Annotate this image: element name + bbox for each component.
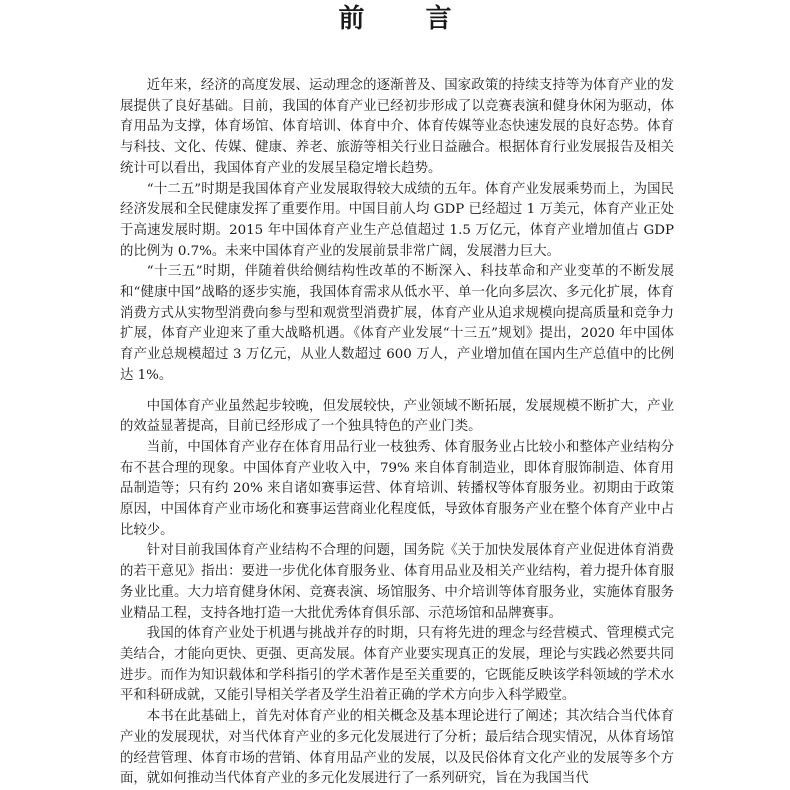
preface-body	[120, 76, 674, 790]
paragraph: 中国体育产业虽然起步较晚，但发展较快，产业领域不断拓展，发展规模不断扩大，产业的效益显著提高，目前已经形成了一个独具特色的产业门类。	[120, 398, 674, 435]
paragraph: 本书在此基础上，首先对体育产业的相关概念及基本理论进行了阐述；其次结合当代体育产业的发展现状，对当代体育产业的多元化发展进行了分析；最后结合现实情况，从体育场馆的经营管理、体育市场的营销、体育用品产业的发展，以及民俗体育文化产业的发展等多个方面，就如何推动当代体育产业的多元化发展进行了一系列研究，旨在为我国当代	[120, 709, 674, 787]
page-title: 前 言	[338, 4, 478, 34]
paragraph: 近年来，经济的高度发展、运动理念的逐渐普及、国家政策的持续支持等为体育产业的发展提供了良好基础。目前，我国的体育产业已经初步形成了以竞赛表演和健身休闲为驱动，体育用品为支撑，体育场馆、体育培训、体育中介、体育传媒等业态快速发展的良好态势。体育与科技、文化、传媒、健康、养老、旅游等相关行业日益融合。根据体育行业发展报告及相关统计可以看出，我国体育产业的发展呈稳定增长趋势。	[120, 78, 674, 176]
paragraph: “十二五”时期是我国体育产业发展取得较大成绩的五年。体育产业发展乘势而上，为国民经济发展和全民健康发挥了重要作用。中国目前人均 GDP 已经超过 1 万美元，体育产业正处于高速发展时期。2015 年中国体育产业生产总值超过 1.5 万亿元，体育产业增加值占 GDP 的比例为 0.7%。未来中国体育产业的发展前景非常广阔，发展潜力巨大。	[120, 181, 674, 259]
paragraph: “十三五”时期，伴随着供给侧结构性改革的不断深入、科技革命和产业变革的不断发展和“健康中国”战略的逐步实施，我国体育需求从低水平、单一化向多层次、多元化扩展，体育消费方式从实物型消费向参与型和观赏型消费扩展，体育产业从追求规模向提高质量和竞争力扩展，体育产业迎来了重大战略机遇。《体育产业发展“十三五”规划》提出，2020 年中国体育产业总规模超过 3 万亿元，从业人数超过 600 万人，产业增加值在国内生产总值中的比例达 1%。	[120, 264, 674, 383]
paragraph: 当前，中国体育产业存在体育用品行业一枝独秀、体育服务业占比较小和整体产业结构分布不甚合理的现象。中国体育产业收入中，79% 来自体育制造业，即体育服饰制造、体育用品制造等；只有约 20% 来自诸如赛事运营、体育培训、转播权等体育服务业。初期由于政策原因，中国体育产业市场化和赛事运营商业化程度低，导致体育服务产业在整个体育产业中占比较少。	[120, 439, 674, 538]
paragraph: 针对目前我国体育产业结构不合理的问题，国务院《关于加快发展体育产业促进体育消费的若干意见》指出：要进一步优化体育服务业、体育用品业及相关产业结构，着力提升体育服务业比重。大力培育健身休闲、竞赛表演、场馆服务、中介培训等体育服务业，实施体育服务业精品工程，支持各地打造一大批优秀体育俱乐部、示范场馆和品牌赛事。	[120, 543, 674, 621]
paragraph: 我国的体育产业处于机遇与挑战并存的时期，只有将先进的理念与经营模式、管理模式完美结合，才能向更快、更强、更高发展。体育产业要实现真正的发展，理论与实践必然要共同进步。而作为知识载体和学科指引的学术著作是至关重要的，它既能反映该学科领域的学术水平和科研成就，又能引导相关学者及学生沿着正确的学术方向步入科学殿堂。	[120, 626, 674, 704]
